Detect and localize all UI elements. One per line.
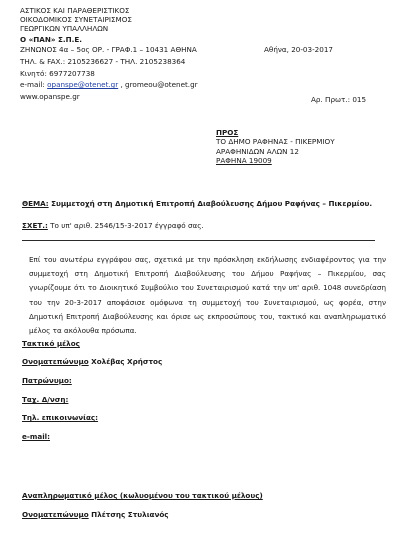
reference-line bbox=[22, 221, 204, 231]
org-line-3: ΓΕΩΡΓΙΚΩΝ ΥΠΑΛΛΗΛΩΝ bbox=[20, 24, 109, 33]
email-label: e-mail: bbox=[20, 80, 48, 89]
regular-member-phone-label: Τηλ. επικοινωνίας: bbox=[22, 413, 99, 422]
regular-member-name-value: Χολέβας Χρήστος bbox=[88, 357, 163, 366]
org-line-2: ΟΙΚΟΔΟΜΙΚΟΣ ΣΥΝΕΤΑΙΡΙΣΜΟΣ bbox=[20, 15, 132, 24]
regular-member-email-label: e-mail: bbox=[22, 432, 50, 441]
alternate-member-name-label: Ονοματεπώνυμο bbox=[22, 510, 89, 519]
subject-line bbox=[22, 199, 372, 209]
alternate-member-name-value: Πλέτσης Στυλιανός bbox=[88, 510, 169, 519]
subject-label: ΘΕΜΑ: bbox=[22, 199, 49, 208]
regular-member-father-label: Πατρώνυμο: bbox=[22, 376, 72, 385]
reference-label: ΣΧΕΤ.: bbox=[22, 221, 48, 230]
letter-date: Αθήνα, 20-03-2017 bbox=[264, 45, 333, 54]
email-link-primary[interactable]: opanspe@otenet.gr bbox=[47, 80, 119, 89]
reference-text: Το υπ' αριθ. 2546/15-3-2017 έγγραφό σας. bbox=[47, 221, 204, 230]
body-paragraph: Επί του ανωτέρω εγγράφου σας, σχετικά με την πρόσκληση εκδήλωσης ενδιαφέροντος για την συμμετοχή στη Δημοτική Επιτροπή Διαβούλευσης του Δήμου Ραφήνας – Πικερμίου, σας γνωρίζουμε ότι το Διοικητικό Συμβούλιο του Συνεταιρισμού κατά την υπ' αριθ. 1048 συνεδρίαση του την 20-3-2017 αποφάσισε ομόφωνα τη συμμετοχή του Συνεταιρισμού, ως φορέα, στην Δημοτική Επιτροπή Διαβούλευσης και όρισε ως εκπροσώπους του, τακτικό και αναπληρωματικό μέλος τα ακόλουθα πρόσωπα. bbox=[29, 255, 386, 336]
divider-line bbox=[22, 240, 375, 241]
org-phone-fax: ΤΗΛ. & FAX.: 2105236627 - ΤΗΛ. 2105238364 bbox=[20, 57, 186, 66]
recipient-line-2: ΑΡΑΦΗΝΙΔΩΝ ΑΛΩΝ 12 bbox=[216, 147, 299, 156]
subject-text: Συμμετοχή στη Δημοτική Επιτροπή Διαβούλευσης Δήμου Ραφήνας – Πικερμίου. bbox=[48, 199, 373, 208]
recipient-line-3: ΡΑΦΗΝΑ 19009 bbox=[216, 156, 272, 165]
org-line-1: ΑΣΤΙΚΟΣ ΚΑΙ ΠΑΡΑΘΕΡΙΣΤΙΚΟΣ bbox=[20, 6, 130, 15]
org-name: Ο «ΠΑΝ» Σ.Π.Ε. bbox=[20, 35, 83, 44]
recipient-line-1: ΤΟ ΔΗΜΟ ΡΑΦΗΝΑΣ - ΠΙΚΕΡΜΙΟΥ bbox=[216, 137, 335, 146]
regular-member-address-label: Ταχ. Δ/νση: bbox=[22, 395, 69, 404]
regular-member-heading: Τακτικό μέλος bbox=[22, 339, 80, 348]
regular-member-name-label: Ονοματεπώνυμο bbox=[22, 357, 89, 366]
protocol-number: Αρ. Πρωτ.: 015 bbox=[311, 95, 367, 104]
regular-member-name-line bbox=[22, 357, 162, 367]
website-link[interactable]: www.opanspe.gr bbox=[20, 92, 80, 101]
org-address: ΖΗΝΩΝΟΣ 4α – 5ος ΟΡ. - ΓΡΑΦ.1 – 10431 ΑΘΗΝΑ bbox=[20, 45, 197, 54]
alternate-member-name-line bbox=[22, 510, 169, 520]
email-secondary: , gromeou@otenet.gr bbox=[118, 80, 198, 89]
org-mobile: Κινητό: 6977207738 bbox=[20, 69, 95, 78]
alternate-member-heading: Αναπληρωματικό μέλος (κωλυομένου του τακτικού μέλους) bbox=[22, 491, 263, 500]
recipient-label: ΠΡΟΣ bbox=[216, 128, 239, 137]
org-email-line bbox=[20, 80, 198, 90]
